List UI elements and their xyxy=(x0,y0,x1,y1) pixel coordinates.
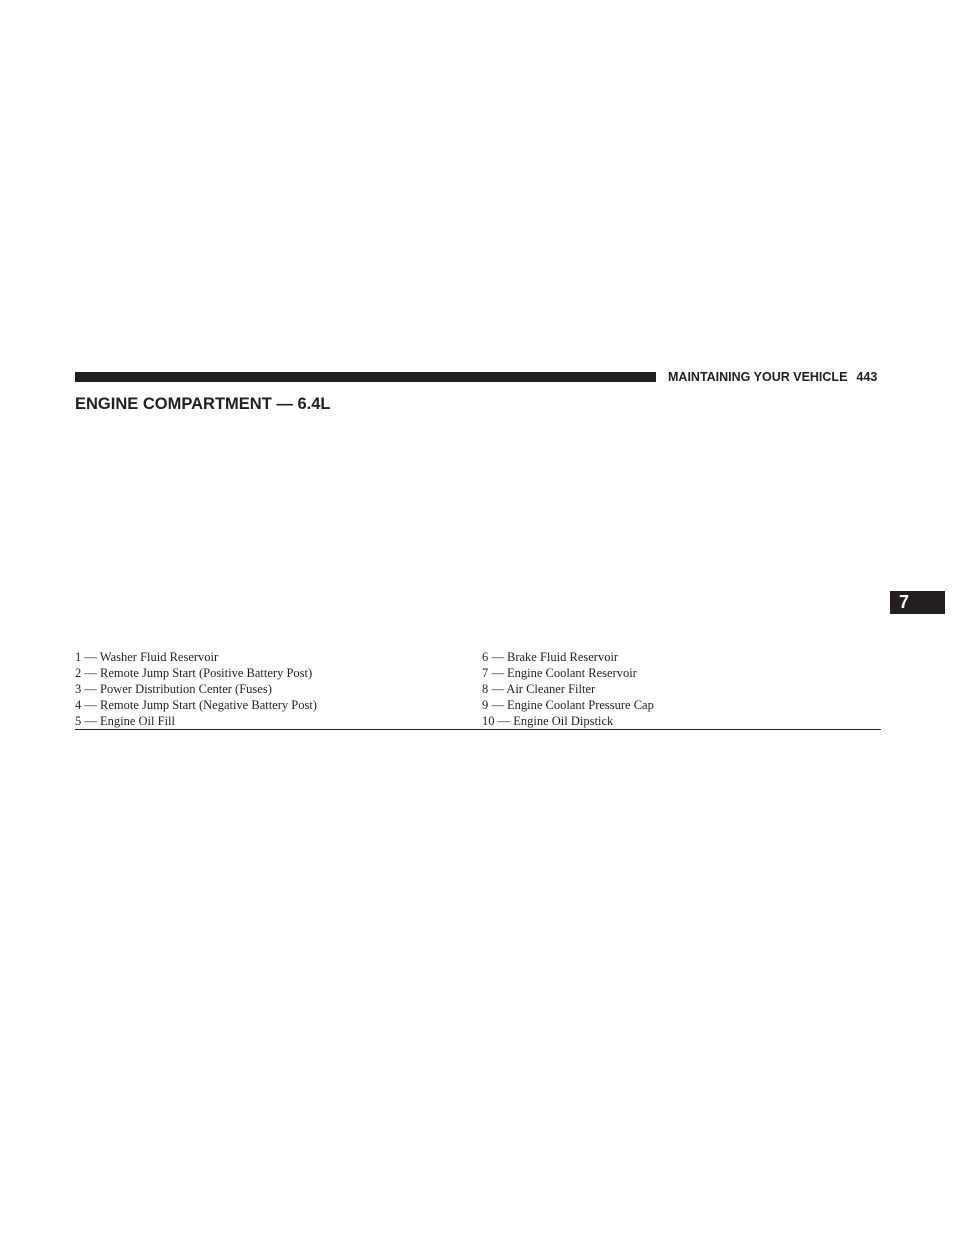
chapter-tab xyxy=(890,591,945,614)
legend-item: 7 — Engine Coolant Reservoir xyxy=(482,666,637,680)
legend-item: 1 — Washer Fluid Reservoir xyxy=(75,650,219,664)
legend-item: 4 — Remote Jump Start (Negative Battery Post) xyxy=(75,698,317,712)
legend-item: 8 — Air Cleaner Filter xyxy=(482,682,596,696)
page-title: ENGINE COMPARTMENT — 6.4L xyxy=(75,395,331,413)
legend-item: 5 — Engine Oil Fill xyxy=(75,714,175,728)
legend-item: 2 — Remote Jump Start (Positive Battery Post) xyxy=(75,666,313,680)
page-number: 443 xyxy=(856,370,878,384)
legend-item: 9 — Engine Coolant Pressure Cap xyxy=(482,698,654,712)
legend-column-left xyxy=(75,649,317,729)
chapter-number: 7 xyxy=(899,592,910,612)
legend-item: 3 — Power Distribution Center (Fuses) xyxy=(75,682,272,696)
legend-item: 6 — Brake Fluid Reservoir xyxy=(482,650,619,664)
legend-column-right xyxy=(482,649,654,729)
legend-divider xyxy=(75,729,881,730)
section-name: MAINTAINING YOUR VEHICLE xyxy=(668,370,848,384)
legend-item: 10 — Engine Oil Dipstick xyxy=(482,714,614,728)
running-header xyxy=(668,368,877,386)
header-rule xyxy=(75,372,656,382)
